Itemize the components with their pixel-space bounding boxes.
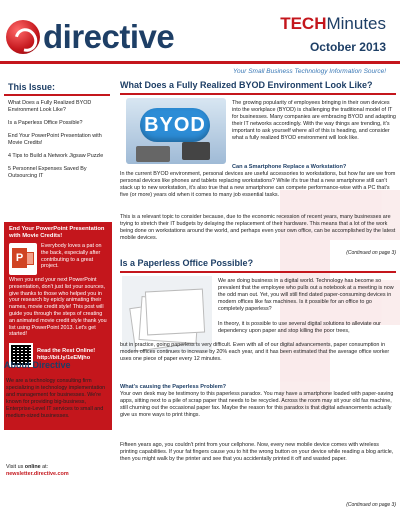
- byod-bubble-label: BYOD: [140, 108, 210, 142]
- promo-body: When you end your next PowerPoint presentation, don't just list your sources, give thanks to those who helped you in your research by epicly animating their names, movie credit style! This post will guide you through the steps of creating an animated movie credit style thank you list using PowerPoint 2013. Let's get started!: [9, 277, 107, 338]
- byod-image: [126, 98, 226, 164]
- about-heading: About Directive: [4, 360, 112, 374]
- article1-paragraph-1: The growing popularity of employees bringing in their own devices into the workplace (BYOD) is challenging the traditional model of IT for businesses. Many companies are embracing BYOD and adapting their IT networks accordingly. With the way things are trending, it's important to ask yourself where all of this is heading, and consider what a fully realized BYOD environment will look like.: [232, 100, 396, 141]
- article2-paragraph-4: Fifteen years ago, you couldn't print from your cellphone. Now, every new mobile device comes with wireless printing capabilities. If your fat fingers cause you to hit the wrong button on your device while reading a blog article, then you might walk by the printer and see that you accidentally printed it off and wasted paper.: [120, 442, 394, 462]
- article2-continued: (Continued on page 3): [346, 502, 396, 508]
- visit-online: online: [24, 464, 41, 470]
- promo-title: End Your PowerPoint Presentation with Movie Credits!: [9, 226, 105, 239]
- issue-item-outsourcing[interactable]: 5 Personnel Expenses Saved By Outsourcing IT: [8, 166, 87, 179]
- this-issue-heading: This Issue:: [4, 78, 110, 96]
- article2-paragraph-2: In theory, it is possible to use several digital solutions to alleviate our dependency upon paper and stop killing the poor trees,: [218, 321, 381, 334]
- brand-minutes: Minutes: [326, 14, 386, 33]
- article2-subheading: What's causing the Paperless Problem?: [120, 384, 227, 390]
- article1-paragraph-3: This is a relevant topic to consider because, due to the economic recession of recent years, many businesses are trying to stretch their IT budgets by delaying the replacement of their hardware. This means that a lot of the work being done on workstations around the world, and perhaps even your own office, can be accomplished by the latest mobile devices.: [120, 214, 396, 241]
- sidebar: [0, 78, 116, 512]
- article2-paragraph-3: Your own desk may be testimony to this paperless paradox. You may have a smartphone loaded with paper-saving apps, sitting next to a pile of scrap paper that needs to be recycled. Across the room may sit your old fax machine, still churning out the occasional paper fax. Maybe the reason for this paradox is that digital advancements actually give us more ways to print things.: [120, 391, 394, 418]
- article2-title: Is a Paperless Office Possible?: [120, 258, 396, 273]
- newsletter-header: [0, 0, 400, 86]
- article1-subheading: Can a Smartphone Replace a Workstation?: [232, 164, 347, 170]
- article2-paragraph-2-cont: but in practice, going paperless is very difficult. Even with all of our digital advancements, paper consumption in modern offices continues to increase by 20% each year, and it has been estimated that the average office worker uses one piece of paper every 12 minutes.: [120, 342, 390, 362]
- article2-paragraph-1: We are doing business in a digital world. Technology has become so prevalent that the employee who pulls out a notebook at a meeting is now the odd man out. Yet, you will still find dated paper-consuming devices in modern offices like fax machines. Is it possible for an office to go completely paperless?: [218, 278, 394, 312]
- promo-side-text: Everybody loves a pat on the back, especially after contributing to a great project.: [41, 243, 102, 270]
- logo-ball-icon: [6, 20, 40, 54]
- article1-continued: (Continued on page 3): [346, 250, 396, 256]
- issue-list: [0, 100, 116, 180]
- issue-item-powerpoint[interactable]: End Your PowerPoint Presentation with Movie Credits!: [8, 133, 102, 146]
- visit-at: at:: [40, 464, 49, 470]
- main-content: [120, 78, 396, 512]
- newsletter-name: [280, 14, 386, 34]
- visit-us: [6, 464, 114, 478]
- article1-title: What Does a Fully Realized BYOD Environment Look Like?: [120, 80, 396, 95]
- tagline: Your Small Business Technology Information Source!: [233, 68, 386, 75]
- directive-logo[interactable]: [6, 18, 174, 56]
- brand-tech: TECH: [280, 14, 327, 33]
- article1-paragraph-2: In the current BYOD environment, personal devices are useful accessories to workstations, but how far are we from personal devices like phones and tablets replacing workstations? While it's true that a new smartphone still can't stack up to new workstation, it's also true that a new smartphone can compete performance-wise with a PC that's five (or more) years old when it comes to many job essential tasks.: [120, 171, 396, 198]
- paper-stack-image: [122, 276, 212, 352]
- promo-link-url[interactable]: http://bit.ly/1eEMjho: [37, 355, 91, 362]
- promo-link-label: Read the Rest Online!: [37, 348, 96, 355]
- newsletter-url-link[interactable]: newsletter.directive.com: [6, 471, 69, 477]
- issue-item-paperless[interactable]: Is a Paperless Office Possible?: [8, 120, 83, 126]
- visit-prefix: Visit us: [6, 464, 25, 470]
- header-divider: [0, 61, 400, 64]
- powerpoint-icon: P: [9, 243, 37, 275]
- issue-item-jigsaw[interactable]: 4 Tips to Build a Network Jigsaw Puzzle: [8, 153, 104, 159]
- about-body: We are a technology consulting firm specializing in technology implementation and management for businesses. We're known for providing big-business, Enterprise-Level IT services to small and medium-sized businesses.: [6, 378, 106, 419]
- issue-item-byod[interactable]: What Does a Fully Realized BYOD Environment Look Like?: [8, 100, 92, 113]
- issue-date: October 2013: [309, 40, 386, 54]
- logo-text: directive: [43, 18, 175, 55]
